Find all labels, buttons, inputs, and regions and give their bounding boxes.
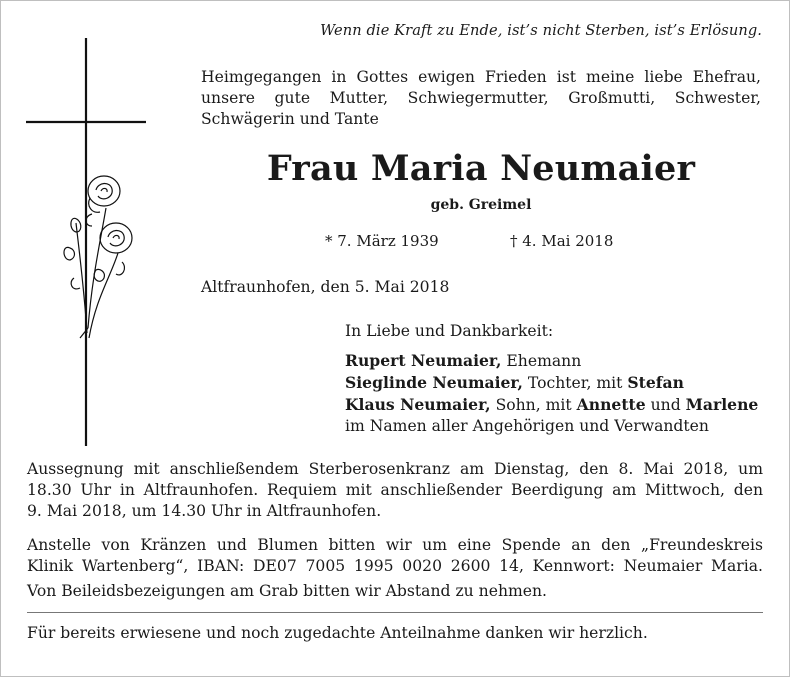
donation-line: Klinik Wartenberg“, IBAN: DE07 7005 1995 0020 2600 14, Kennwort: Neumaier Maria.: [27, 557, 763, 575]
funeral-line: 18.30 Uhr in Altfraunhofen. Requiem mit anschließender Beerdigung am Mittwoch, den: [27, 481, 763, 499]
mourner-line: [345, 394, 758, 416]
mourner-relation: Tochter, mit: [522, 374, 628, 392]
thanks-intro: In Liebe und Dankbarkeit:: [345, 322, 554, 340]
donation-line: Anstelle von Kränzen und Blumen bitten wir um eine Spende an den „Freundeskreis: [27, 536, 763, 554]
mourner-line: [345, 350, 758, 372]
motto: Wenn die Kraft zu Ende, ist’s nicht Sterben, ist’s Erlösung.: [320, 22, 762, 39]
birth-date: * 7. März 1939: [325, 232, 439, 250]
mourner-relation: Sohn, mit: [490, 396, 577, 414]
intro-text: [201, 67, 761, 130]
mourner-name: Klaus Neumaier,: [345, 395, 491, 414]
closing-paragraph: Für bereits erwiesene und noch zugedachte Anteilnahme danken wir herzlich.: [27, 624, 648, 642]
condolences-paragraph: Von Beileidsbezeigungen am Grab bitten wir Abstand zu nehmen.: [27, 582, 547, 600]
intro-line: Schwägerin und Tante: [201, 110, 379, 128]
divider: [27, 612, 763, 613]
funeral-line: 9. Mai 2018, um 14.30 Uhr in Altfraunhofen.: [27, 502, 382, 520]
mourner-partner: Stefan: [627, 373, 684, 392]
maiden-name: geb. Greimel: [430, 197, 532, 213]
mourners-footer: im Namen aller Angehörigen und Verwandten: [345, 417, 709, 435]
mourner-line: [345, 372, 758, 394]
intro-line: unsere gute Mutter, Schwiegermutter, Großmutti, Schwester,: [201, 89, 761, 107]
place-date: Altfraunhofen, den 5. Mai 2018: [201, 278, 450, 296]
mourner-partner: Annette: [576, 395, 646, 414]
funeral-paragraph: [27, 459, 763, 522]
mourner-partner: Marlene: [685, 395, 759, 414]
mourner-relation: Ehemann: [501, 352, 582, 370]
death-date: † 4. Mai 2018: [510, 232, 614, 250]
mourners-list: [345, 350, 758, 437]
cross-with-roses-icon: [26, 38, 146, 446]
mourner-name: Rupert Neumaier,: [345, 351, 502, 370]
mourner-connector: und: [645, 396, 686, 414]
deceased-name: Frau Maria Neumaier: [266, 148, 696, 189]
mourner-name: Sieglinde Neumaier,: [345, 373, 523, 392]
funeral-line: Aussegnung mit anschließendem Sterberosenkranz am Dienstag, den 8. Mai 2018, um: [27, 460, 763, 478]
intro-line: Heimgegangen in Gottes ewigen Frieden ist meine liebe Ehefrau,: [201, 68, 761, 86]
donation-paragraph: [27, 535, 763, 577]
